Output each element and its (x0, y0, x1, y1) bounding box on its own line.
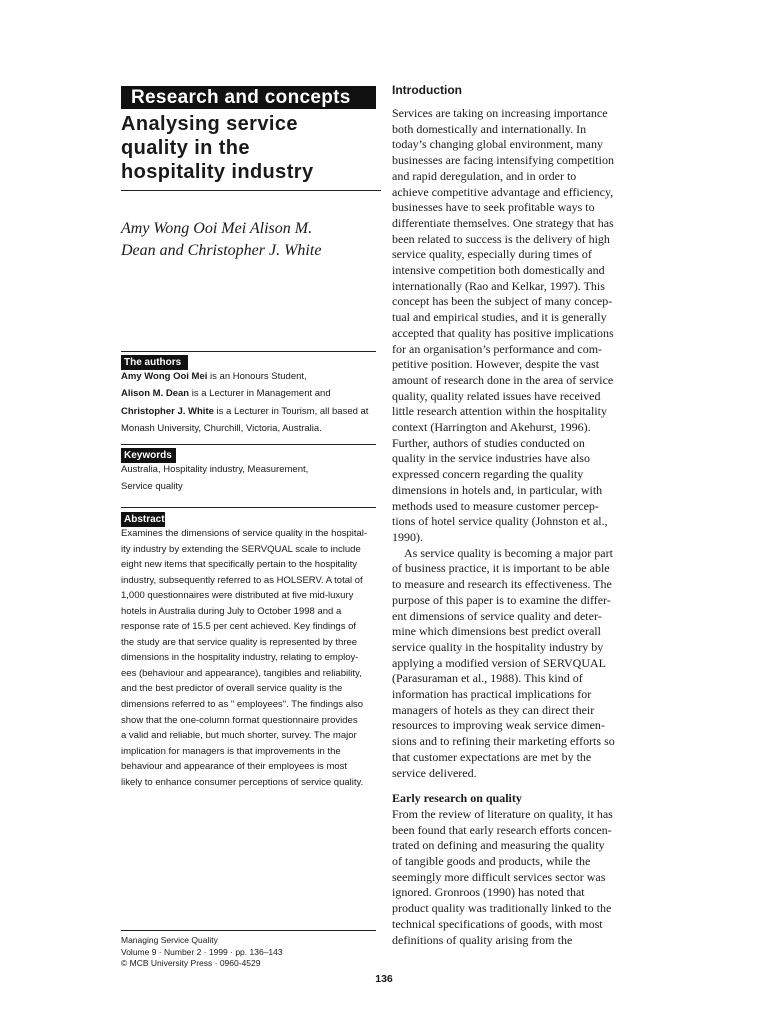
authors-box-line: Christopher J. White is a Lecturer in Tourism, all based at (121, 405, 369, 417)
intro-body-line: mine which dimensions best predict overall (392, 624, 601, 639)
intro-body-line: tual and empirical studies, and it is generally (392, 310, 607, 325)
abstract-line: Examines the dimensions of service quality in the hospital- (121, 528, 368, 539)
keywords-box-body (121, 461, 381, 496)
intro-body-line: service delivered. (392, 765, 477, 780)
abstract-line: eight new items that specifically pertain to the hospitality (121, 559, 358, 571)
intro-body-line: service quality, especially during times of (392, 247, 592, 262)
page-number: 136 (375, 973, 393, 985)
intro-body-line: to measure and research its effectiveness. The (392, 577, 612, 592)
body-column (392, 80, 652, 948)
abstract-line: and the best predictor of overall service quality is the (121, 683, 343, 695)
early-body-line: definitions of quality arising from the (392, 932, 573, 947)
abstract-line: behaviour and appearance of their employees is most (121, 761, 348, 773)
abstract-line: ity industry by extending the SERVQUAL scale to include (121, 543, 361, 555)
abstract-box (121, 509, 381, 790)
abstract-line: show that the one-column format questionnaire provides (121, 714, 358, 726)
abstract-line: likely to enhance consumer perceptions of service quality. (121, 776, 364, 788)
abstract-line: hotels in Australia during July to October 1998 and a (121, 605, 342, 617)
intro-body-line: achieve competitive advantage and efficiency, (392, 184, 614, 199)
intro-body-line: ent dimensions of service quality and deter- (392, 608, 602, 623)
authors-box (121, 352, 381, 437)
early-research-body (392, 807, 652, 948)
early-body-line: product quality was traditionally linked to the (392, 901, 612, 916)
divider (121, 507, 376, 508)
abstract-line: implication for managers is that improvements in the (121, 745, 341, 757)
title-line: Analysing service (121, 113, 298, 135)
intro-body-line: managers of hotels as they can direct their (392, 702, 595, 717)
intro-body-line: intensive competition both domestically and (392, 263, 605, 278)
intro-body-line: been related to success is the delivery of high (392, 231, 610, 246)
intro-body-line: both domestically and internationally. In (392, 121, 587, 136)
authors-box-line: Alison M. Dean is a Lecturer in Management and (121, 388, 331, 400)
section-banner: Research and concepts (121, 86, 376, 109)
intro-body-line: differentiate themselves. One strategy that has (392, 215, 614, 230)
intro-body-line: tions of hotel service quality (Johnston et al., (392, 514, 608, 529)
early-body-line: of tangible goods and products, while the (392, 854, 591, 869)
intro-body-line: Services are taking on increasing importance (392, 106, 608, 120)
abstract-box-heading: Abstract (121, 512, 165, 527)
early-body-line: ignored. Gronroos (1990) has noted that (392, 885, 585, 900)
intro-body-line: service quality in the hospitality industry by (392, 639, 604, 654)
intro-body-line: petitive position. However, despite the vast (392, 357, 600, 372)
abstract-line: dimensions referred to as " employees". The findings also (121, 699, 364, 711)
title-line: quality in the (121, 137, 250, 159)
keywords-line: Australia, Hospitality industry, Measurement, (121, 464, 309, 475)
abstract-line: 1,000 questionnaires were distributed at five mid-luxury (121, 590, 354, 602)
intro-body-line: accepted that quality has positive implications (392, 325, 614, 340)
title-line: hospitality industry (121, 161, 314, 183)
intro-heading: Introduction (392, 83, 462, 97)
journal-volume: Volume 9 · Number 2 · 1999 · pp. 136–143 (121, 946, 283, 957)
early-body-line: From the review of literature on quality, it has (392, 806, 613, 821)
author-line: Dean and Christopher J. White (121, 242, 322, 259)
intro-body (392, 106, 652, 781)
keywords-line: Service quality (121, 481, 183, 493)
early-body-line: been found that early research efforts concen- (392, 822, 612, 837)
intro-body-line: amount of research done in the area of service (392, 372, 614, 387)
article-title (121, 112, 381, 191)
intro-body-line: purpose of this paper is to examine the differ- (392, 592, 611, 607)
intro-body-line: As service quality is becoming a major part (404, 545, 613, 560)
intro-body-line: (Parasuraman et al., 1988). This kind of (392, 671, 583, 686)
intro-body-line: context (Harrington and Akehurst, 1996). (392, 420, 591, 435)
author-line: Amy Wong Ooi Mei Alison M. (121, 220, 313, 237)
keywords-box (121, 445, 381, 496)
intro-body-line: little research attention within the hospitality (392, 404, 607, 419)
early-body-line: trated on defining and measuring the quality (392, 838, 605, 853)
abstract-line: ees (behaviour and appearance), tangibles and reliability, (121, 667, 362, 679)
journal-footer (121, 930, 376, 970)
intro-body-line: quality, quality related issues have received (392, 388, 601, 403)
intro-body-line: that customer expectations are met by the (392, 749, 592, 764)
authors-box-body (121, 368, 381, 437)
intro-body-line: of business practice, it is important to be able (392, 561, 610, 576)
abstract-box-body (121, 526, 381, 790)
authors-box-heading: The authors (121, 355, 188, 370)
abstract-line: the study are that service quality is represented by three (121, 636, 358, 648)
intro-body-line: internationally (Rao and Kelkar, 1997). This (392, 278, 605, 293)
intro-body-line: quality in the service industries have also (392, 451, 590, 466)
intro-body-line: businesses have to seek profitable ways to (392, 200, 595, 215)
intro-body-line: resources to improving weak service dimen- (392, 718, 605, 733)
intro-body-line: and rapid deregulation, and in order to (392, 168, 577, 183)
abstract-line: response rate of 15.5 per cent achieved. Key findings of (121, 621, 357, 633)
abstract-line: a valid and reliable, but much shorter, survey. The major (121, 730, 357, 742)
intro-body-line: businesses are facing intensifying competition (392, 153, 614, 168)
intro-body-line: expressed concern regarding the quality (392, 467, 584, 482)
intro-body-line: 1990). (392, 529, 423, 544)
intro-body-line: dimensions in hotels and, in particular, with (392, 482, 603, 497)
journal-name: Managing Service Quality (121, 935, 218, 945)
intro-body-line: concept has been the subject of many concep- (392, 294, 613, 309)
early-body-line: technical specifications of goods, with most (392, 916, 603, 931)
intro-body-line: for an organisation’s performance and com- (392, 341, 603, 356)
authors-box-line: Amy Wong Ooi Mei is an Honours Student, (121, 371, 307, 382)
abstract-line: dimensions in the hospitality industry, relating to employ- (121, 652, 359, 664)
intro-body-line: sions and to refining their marketing efforts so (392, 734, 615, 749)
author-list (121, 218, 381, 262)
intro-body-line: methods used to measure customer percep- (392, 498, 599, 513)
early-research-heading: Early research on quality (392, 791, 522, 806)
keywords-box-heading: Keywords (121, 448, 176, 463)
early-body-line: seemingly more difficult services sector was (392, 869, 606, 884)
intro-body-line: Further, authors of studies conducted on (392, 435, 585, 450)
intro-body-line: applying a modified version of SERVQUAL (392, 655, 607, 670)
journal-publisher: © MCB University Press · 0960-4529 (121, 958, 261, 968)
authors-box-line: Monash University, Churchill, Victoria, Australia. (121, 422, 322, 434)
abstract-line: industry, subsequently referred to as HOLSERV. A total of (121, 574, 363, 586)
intro-body-line: information has practical implications for (392, 687, 592, 702)
intro-body-line: today’s changing global environment, many (392, 137, 603, 152)
